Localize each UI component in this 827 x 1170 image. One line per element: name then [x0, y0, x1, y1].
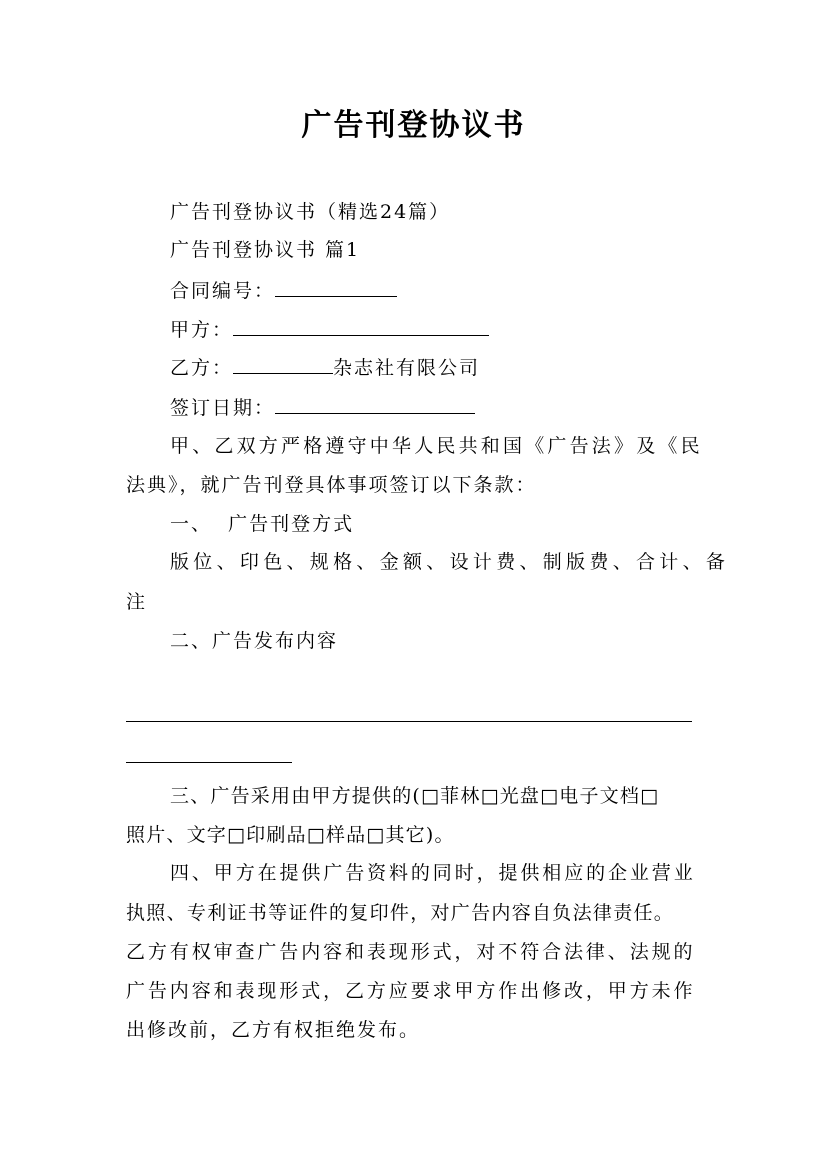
intro-line-1: 甲、乙双方严格遵守中华人民共和国《广告法》及《民	[170, 435, 703, 457]
contract-number-line	[170, 278, 397, 303]
party-a-blank	[233, 317, 489, 336]
party-a-label: 甲方：	[170, 319, 234, 341]
item1-heading: 一、 广告刊登方式	[170, 513, 355, 535]
document-title: 广告刊登协议书	[301, 108, 526, 143]
sign-date-line	[170, 395, 475, 420]
item3-line-2: 照片、文字□印刷品□样品□其它)。	[126, 824, 455, 846]
item2-heading: 二、广告发布内容	[170, 630, 339, 652]
item4-line-5: 出修改前，乙方有权拒绝发布。	[126, 1019, 421, 1041]
item4-line-3: 乙方有权审查广告内容和表现形式，对不符合法律、法规的	[126, 941, 696, 963]
item4-line-1: 四、甲方在提供广告资料的同时，提供相应的企业营业	[170, 862, 696, 884]
contract-number-blank	[275, 278, 397, 297]
party-b-line	[170, 355, 480, 380]
item1-line-1: 版位、印色、规格、金额、设计费、制版费、合计、备	[170, 551, 730, 573]
sign-date-blank	[275, 395, 475, 414]
item4-line-4: 广告内容和表现形式，乙方应要求甲方作出修改，甲方未作	[126, 980, 696, 1002]
party-b-suffix: 杂志社有限公司	[333, 357, 481, 379]
sign-date-label: 签订日期：	[170, 397, 276, 419]
section-heading: 广告刊登协议书 篇1	[170, 239, 361, 261]
contract-number-label: 合同编号：	[170, 280, 276, 302]
item1-line-2: 注	[126, 591, 148, 613]
party-b-label: 乙方：	[170, 357, 234, 379]
document-subtitle: 广告刊登协议书（精选24篇）	[170, 201, 451, 223]
content-blank-line-1	[126, 721, 692, 722]
item3-line-1: 三、广告采用由甲方提供的(□菲林□光盘□电子文档□	[170, 785, 660, 807]
party-b-blank	[233, 355, 333, 374]
item4-line-2: 执照、专利证书等证件的复印件，对广告内容自负法律责任。	[126, 902, 675, 924]
party-a-line	[170, 317, 489, 342]
intro-line-2: 法典》，就广告刊登具体事项签订以下条款：	[126, 474, 537, 496]
content-blank-line-2	[126, 762, 292, 763]
